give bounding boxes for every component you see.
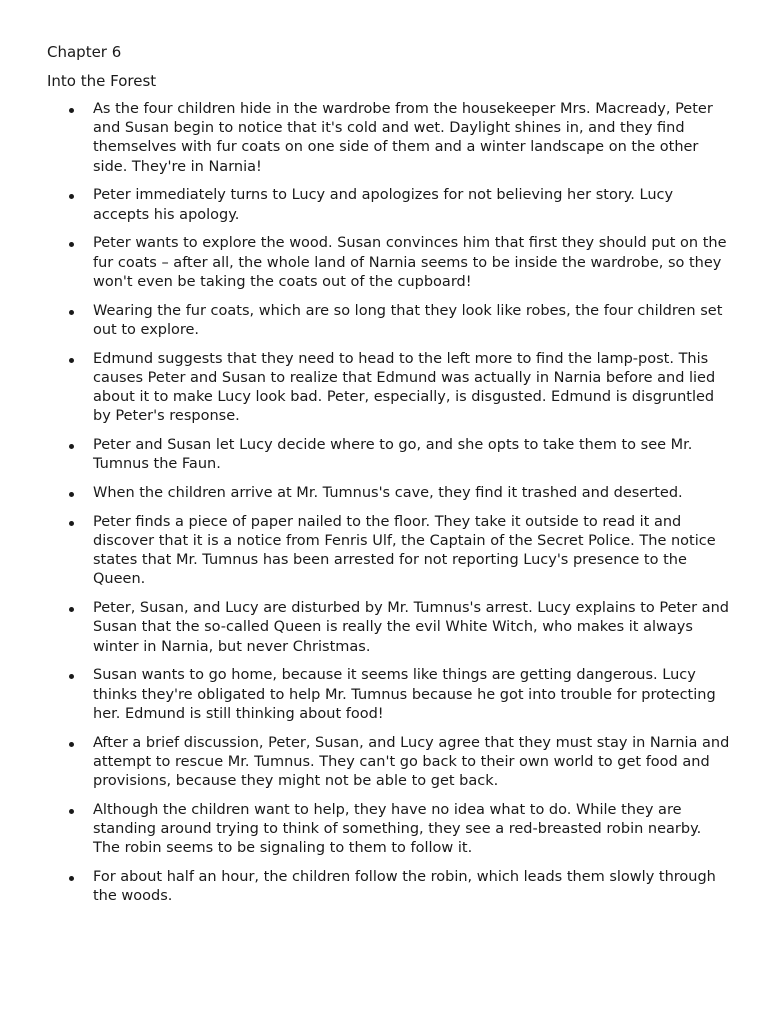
bullet-text: Edmund suggests that they need to head to the left more to find the lamp-post. This causes Peter and Susan to realize that Edmund was actually in Narnia before and lied about it to make Lucy look bad. Peter, especially, is disgusted. Edmund is disgruntled by Peter's response. xyxy=(93,350,716,425)
summary-bullet-2 xyxy=(0,186,768,224)
summary-bullet-4 xyxy=(0,302,768,340)
summary-bullet-8 xyxy=(0,513,768,590)
bullet-text: Peter wants to explore the wood. Susan convinces him that first they should put on the fur coats – after all, the whole land of Narnia seems to be inside the wardrobe, so they won't even be taking the coats out of the cupboard! xyxy=(93,235,727,290)
bullet-text: For about half an hour, the children follow the robin, which leads them slowly through the woods. xyxy=(93,869,716,905)
bullet-text: Susan wants to go home, because it seems like things are getting dangerous. Lucy thinks they're obligated to help Mr. Tumnus because he got into trouble for protecting her. Edmund is still thinking about food! xyxy=(93,667,716,722)
chapter-heading: Chapter 6 xyxy=(47,43,122,61)
bullet-text: Although the children want to help, they have no idea what to do. While they are standing around trying to think of something, they see a red-breasted robin nearby. The robin seems to be signaling to them to follow it. xyxy=(93,801,702,857)
bullet-text: Peter finds a piece of paper nailed to the floor. They take it outside to read it and discover that it is a notice from Fenris Ulf, the Captain of the Secret Police. The notice states that Mr. Tumnus has been arrested for not reporting Lucy's presence to the Queen. xyxy=(93,513,716,588)
summary-bullet-13 xyxy=(0,868,768,906)
summary-bullet-3 xyxy=(0,234,768,292)
summary-list xyxy=(0,100,768,916)
bullet-text: Peter immediately turns to Lucy and apologizes for not believing her story. Lucy accepts his apology. xyxy=(93,187,674,223)
bullet-dot-icon xyxy=(69,876,74,881)
bullet-dot-icon xyxy=(69,742,74,747)
bullet-text: When the children arrive at Mr. Tumnus's cave, they find it trashed and deserted. xyxy=(93,485,683,502)
summary-bullet-9 xyxy=(0,599,768,657)
summary-bullet-12 xyxy=(0,801,768,859)
bullet-dot-icon xyxy=(69,242,74,247)
summary-bullet-5 xyxy=(0,350,768,427)
bullet-text: Peter, Susan, and Lucy are disturbed by Mr. Tumnus's arrest. Lucy explains to Peter and Susan that the so-called Queen is really the evil White Witch, who makes it always winter in Narnia, but never Christmas. xyxy=(93,600,729,655)
bullet-text: After a brief discussion, Peter, Susan, and Lucy agree that they must stay in Narnia and attempt to rescue Mr. Tumnus. They can't go back to their own world to get food and provisions, because they might not be able to get back. xyxy=(93,734,730,790)
bullet-dot-icon xyxy=(69,809,74,814)
bullet-text: Wearing the fur coats, which are so long that they look like robes, the four children set out to explore. xyxy=(93,302,723,338)
summary-bullet-10 xyxy=(0,666,768,724)
bullet-text: As the four children hide in the wardrobe from the housekeeper Mrs. Macready, Peter and Susan begin to notice that it's cold and wet. Daylight shines in, and they find themselves with fur coats on one side of them and a winter landscape on the other side. They're in Narnia! xyxy=(93,101,713,175)
bullet-dot-icon xyxy=(69,674,74,679)
summary-bullet-11 xyxy=(0,734,768,792)
bullet-dot-icon xyxy=(69,492,74,497)
summary-bullet-1 xyxy=(0,100,768,177)
summary-bullet-7 xyxy=(0,484,768,503)
bullet-dot-icon xyxy=(69,521,74,526)
summary-bullet-6 xyxy=(0,436,768,474)
bullet-dot-icon xyxy=(69,607,74,612)
bullet-dot-icon xyxy=(69,194,74,199)
bullet-dot-icon xyxy=(69,358,74,363)
bullet-dot-icon xyxy=(69,108,74,113)
bullet-text: Peter and Susan let Lucy decide where to go, and she opts to take them to see Mr. Tumnus the Faun. xyxy=(93,437,693,473)
bullet-dot-icon xyxy=(69,444,74,449)
chapter-title: Into the Forest xyxy=(47,72,157,90)
bullet-dot-icon xyxy=(69,310,74,315)
